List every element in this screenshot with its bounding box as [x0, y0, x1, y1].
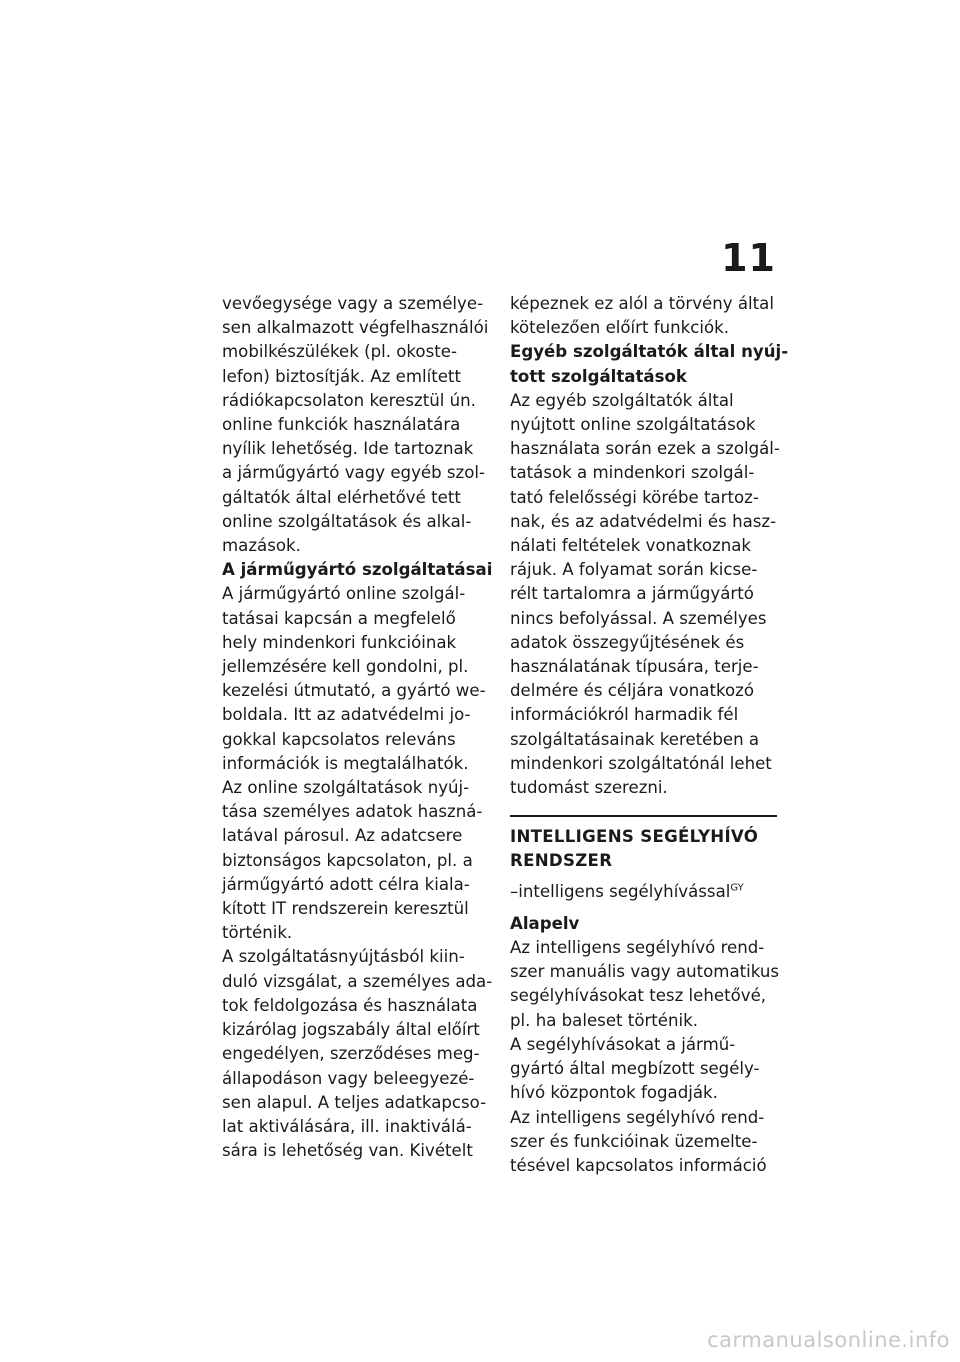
text-line: kizárólag jogszabály által előírt [222, 1020, 480, 1040]
section-title-line-1: INTELLIGENS SEGÉLYHÍVÓ [510, 827, 759, 847]
text-line: A szolgáltatásnyújtásból kiin- [222, 947, 465, 967]
text-line: pl. ha baleset történik. [510, 1010, 699, 1030]
text-line: szolgáltatásainak keretében a [510, 729, 760, 749]
section-subtitle-superscript: GY [730, 882, 744, 894]
text-line: használatának típusára, terje- [510, 657, 759, 677]
text-line: Az intelligens segélyhívó rend- [510, 1107, 765, 1127]
text-line: Az egyéb szolgáltatók által [510, 390, 734, 410]
section-title-line-2: RENDSZER [510, 851, 613, 871]
text-line: állapodáson vagy beleegyezé- [222, 1068, 475, 1088]
subheading-line: tott szolgáltatások [510, 366, 687, 386]
text-line: gokkal kapcsolatos releváns [222, 729, 456, 749]
text-line: mazások. [222, 536, 301, 556]
text-line: tatások a mindenkori szolgál- [510, 463, 755, 483]
right-column-bottom-text [510, 912, 795, 1178]
page-number: 11 [721, 236, 776, 280]
text-line: nyújtott online szolgáltatások [510, 415, 756, 435]
text-line: szer és funkcióinak üzemelte- [510, 1131, 758, 1151]
text-line: járműgyártó adott célra kiala- [222, 874, 470, 894]
left-text-column [222, 292, 522, 1163]
text-line: gyártó által megbízott segély- [510, 1059, 760, 1079]
text-line: kezelési útmutató, a gyártó we- [222, 681, 486, 701]
text-line: szer manuális vagy automatikus [510, 962, 780, 982]
subheading-line: Alapelv [510, 913, 580, 933]
text-line: tató felelősségi körébe tartoz- [510, 487, 759, 507]
text-line: nincs befolyással. A személyes [510, 608, 767, 628]
text-line: online szolgáltatások és alkal- [222, 511, 472, 531]
text-line: duló vizsgálat, a személyes ada- [222, 971, 493, 991]
text-line: képeznek ez alól a törvény által [510, 294, 774, 313]
text-line: kított IT rendszerein keresztül [222, 899, 469, 919]
text-line: tása személyes adatok haszná- [222, 802, 483, 822]
subheading-line: A járműgyártó szolgáltatásai [222, 560, 493, 580]
text-line: a járműgyártó vagy egyéb szol- [222, 463, 486, 483]
text-line: A járműgyártó online szolgál- [222, 584, 466, 604]
right-column-top-text [510, 292, 795, 800]
text-line: tésével kapcsolatos információ [510, 1155, 767, 1175]
text-line: delmére és céljára vonatkozó [510, 681, 754, 701]
text-line: boldala. Itt az adatvédelmi jo- [222, 705, 471, 725]
text-line: Az intelligens segélyhívó rend- [510, 938, 765, 958]
text-line: latával párosul. Az adatcsere [222, 826, 463, 846]
text-line: kötelezően előírt funkciók. [510, 318, 730, 338]
text-line: lefon) biztosítják. Az említett [222, 366, 461, 386]
text-line: jellemzésére kell gondolni, pl. [222, 657, 469, 677]
text-line: engedélyen, szerződéses meg- [222, 1044, 480, 1064]
text-line: gáltatók által elérhetővé tett [222, 487, 461, 507]
text-line: sen alapul. A teljes adatkapcso- [222, 1092, 487, 1112]
section-subtitle-text: –intelligens segélyhívással [510, 881, 731, 901]
section-divider [510, 815, 777, 817]
text-line: hívó központok fogadják. [510, 1083, 718, 1103]
text-line: információkról harmadik fél [510, 705, 739, 725]
text-line: A segélyhívásokat a jármű- [510, 1034, 736, 1054]
text-line: tok feldolgozása és használata [222, 995, 478, 1015]
text-line: sen alkalmazott végfelhasználói [222, 318, 489, 338]
text-line: vevőegysége vagy a személye- [222, 294, 484, 313]
watermark: carmanualsonline.info [707, 1328, 950, 1352]
text-line: rélt tartalomra a járműgyártó [510, 584, 754, 604]
text-line: rájuk. A folyamat során kicse- [510, 560, 758, 580]
text-line: segélyhívásokat tesz lehetővé, [510, 986, 767, 1006]
text-line: biztonságos kapcsolaton, pl. a [222, 850, 473, 870]
text-line: lat aktiválására, ill. inaktiválá- [222, 1116, 472, 1136]
text-line: mindenkori szolgáltatónál lehet [510, 753, 772, 773]
text-line: nyílik lehetőség. Ide tartoznak [222, 439, 474, 459]
text-line: hely mindenkori funkcióinak [222, 632, 457, 652]
text-line: Az online szolgáltatások nyúj- [222, 778, 470, 798]
text-line: tudomást szerezni. [510, 778, 668, 798]
text-line: információk is megtalálhatók. [222, 753, 469, 773]
text-line: rádiókapcsolaton keresztül ún. [222, 390, 476, 410]
text-line: online funkciók használatára [222, 415, 461, 435]
text-line: tatásai kapcsán a megfelelő [222, 608, 456, 628]
right-text-column [510, 292, 795, 1178]
subheading-line: Egyéb szolgáltatók által nyúj- [510, 342, 789, 362]
text-line: nálati feltételek vonatkoznak [510, 536, 751, 556]
text-line: nak, és az adatvédelmi és hasz- [510, 511, 777, 531]
text-line: adatok összegyűjtésének és [510, 632, 745, 652]
text-line: sára is lehetőség van. Kivételt [222, 1141, 473, 1161]
text-line: történik. [222, 923, 293, 943]
text-line: használata során ezek a szolgál- [510, 439, 780, 459]
text-line: mobilkészülékek (pl. okoste- [222, 342, 457, 362]
section-subtitle [510, 880, 795, 904]
